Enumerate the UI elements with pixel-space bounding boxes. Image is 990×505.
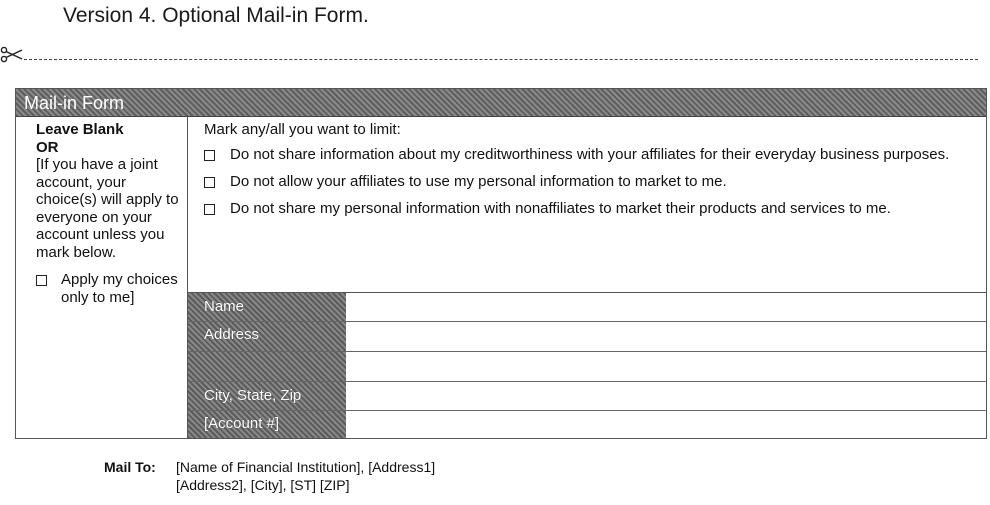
leave-blank-label: Leave Blank — [36, 121, 124, 138]
or-label: OR — [36, 138, 59, 156]
city-state-zip-label: City, State, Zip — [204, 387, 302, 404]
apply-only-to-me-checkbox[interactable] — [36, 275, 47, 286]
limit-options — [188, 117, 986, 292]
joint-account-note: [If you have a joint account, your choice(s) will apply to everyone on your account unless you mark below. — [36, 156, 179, 261]
mail-in-form — [15, 88, 987, 439]
scissors-icon — [0, 44, 24, 64]
form-title: Mail-in Form — [16, 89, 986, 117]
apply-only-to-me-option[interactable] — [36, 271, 187, 306]
mail-to-label: Mail To: — [104, 459, 156, 475]
page-heading: Version 4. Optional Mail-in Form. — [63, 4, 369, 27]
address-label: Address — [204, 326, 260, 343]
joint-account-column — [16, 117, 188, 438]
account-number-label: [Account #] — [204, 415, 280, 432]
mail-to-line-2: [Address2], [City], [ST] [ZIP] — [176, 477, 350, 493]
option-label: Do not allow your affiliates to use my personal information to market to me. — [230, 173, 727, 190]
limit-option-affiliate-marketing[interactable] — [204, 173, 986, 191]
option-checkbox[interactable] — [204, 177, 215, 188]
name-label: Name — [204, 298, 245, 315]
address-field-line-2[interactable] — [188, 351, 986, 382]
limit-option-nonaffiliate-marketing[interactable] — [204, 200, 986, 218]
contact-fields — [188, 292, 986, 438]
mail-to-line-1: [Name of Financial Institution], [Address1] — [176, 459, 436, 475]
option-checkbox[interactable] — [204, 204, 215, 215]
option-checkbox[interactable] — [204, 150, 215, 161]
limit-option-creditworthiness[interactable] — [204, 146, 986, 164]
limit-prompt: Mark any/all you want to limit: — [204, 121, 401, 138]
cut-line — [24, 59, 978, 60]
option-label: Do not share information about my creditworthiness with your affiliates for their everyday business purposes. — [230, 146, 950, 163]
apply-only-to-me-label: Apply my choices only to me] — [61, 271, 178, 306]
option-label: Do not share my personal information with nonaffiliates to market their products and services to me. — [230, 200, 891, 217]
